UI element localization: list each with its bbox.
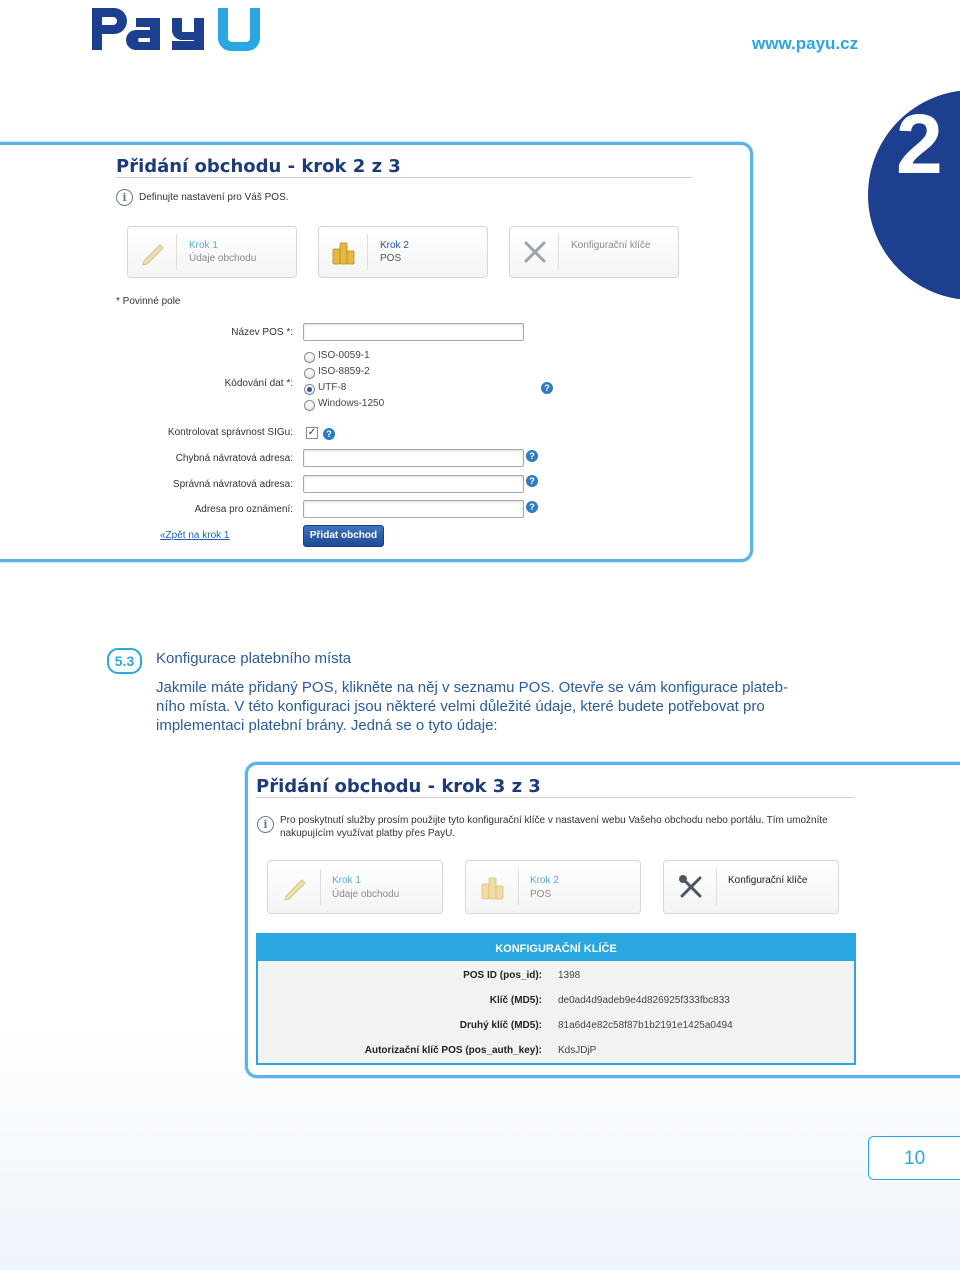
coins-icon [329,237,359,267]
step-2-tab[interactable] [318,226,488,278]
step-2-tab[interactable] [465,860,641,914]
key-value[interactable]: de0ad4d9adeb9e4d826925f333fbc833 [558,995,730,1006]
encoding-radio-windows-1250[interactable] [304,400,315,411]
help-icon[interactable]: ? [526,501,538,513]
info-icon: i [257,816,274,833]
step-1-sublabel: Údaje obchodu [332,889,400,900]
page-number: 10 [904,1148,926,1169]
encoding-radio-iso-8859-2[interactable] [304,368,315,379]
encoding-option-label: ISO-8859-2 [318,366,370,377]
config-keys-table [256,933,856,1065]
section-heading: Konfigurace platebního místa [156,650,352,667]
info-line: nakupujícím využívat platby přes PayU. [280,828,456,839]
chapter-number: 2 [896,97,943,191]
help-icon[interactable]: ? [526,475,538,487]
step2-title: Přidání obchodu - krok 2 z 3 [116,156,401,177]
success-url-input[interactable] [303,475,524,493]
title-divider [256,797,854,798]
step3-title: Přidání obchodu - krok 3 z 3 [256,776,541,797]
screenshot-step2-frame [0,142,753,562]
key-label: Autorizační klíč POS (pos_auth_key): [364,1045,542,1056]
help-icon[interactable]: ? [323,428,335,440]
tools-icon [676,872,706,902]
step-3-label: Konfigurační klíče [728,875,808,886]
notify-url-label: Adresa pro oznámení: [194,504,293,515]
website-url[interactable]: www.payu.cz [752,34,859,53]
error-url-label: Chybná návratová adresa: [175,453,293,464]
step-1-sublabel: Údaje obchodu [189,253,257,264]
key-label: Druhý klíč (MD5): [459,1020,542,1031]
sig-check-checkbox[interactable]: ✓ [307,427,317,438]
step-1-label: Krok 1 [332,875,361,886]
coins-icon [478,872,508,902]
step-2-sublabel: POS [530,889,552,900]
key-value[interactable]: KdsJDjP [558,1045,597,1056]
step-1-tab[interactable] [127,226,297,278]
title-divider [116,177,692,178]
encoding-option-label: Windows-1250 [318,398,385,409]
encoding-option-label: ISO-0059-1 [318,350,370,361]
back-to-step1-link[interactable]: «Zpět na krok 1 [160,530,230,541]
pencil-icon [280,872,310,902]
paragraph-line: ního místa. V této konfiguraci jsou některé velmi důležité údaje, které budete potřebovat pro [156,698,765,715]
key-label: Klíč (MD5): [489,995,542,1006]
step-1-tab[interactable] [267,860,443,914]
encoding-radio-iso-0059-1[interactable] [304,352,315,363]
encoding-radio-utf-8[interactable] [304,384,315,395]
step-2-label: Krok 2 [380,240,409,251]
step-2-sublabel: POS [380,253,402,264]
step-1-label: Krok 1 [189,240,218,251]
step-2-label: Krok 2 [530,875,559,886]
notify-url-input[interactable] [303,500,524,518]
step-3-label: Konfigurační klíče [571,240,651,251]
section-paragraph [156,678,806,735]
add-shop-button[interactable]: Přidat obchod [303,525,384,547]
help-icon[interactable]: ? [541,382,553,394]
pencil-icon [138,237,168,267]
help-icon[interactable]: ? [526,450,538,462]
section-number: 5.3 [107,648,142,674]
key-value[interactable]: 1398 [558,970,581,981]
paragraph-line: Jakmile máte přidaný POS, klikněte na něj v seznamu POS. Otevře se vám konfigurace plateb- [156,679,788,696]
step-3-tab[interactable] [509,226,679,278]
error-url-input[interactable] [303,449,524,467]
required-note: * Povinné pole [116,296,181,307]
tools-icon [520,237,550,267]
info-line: Pro poskytnutí služby prosím použijte tyto konfigurační klíče v nastavení webu Vašeho obchodu nebo portálu. Tím umožníte [280,815,828,826]
key-value[interactable]: 81a6d4e82c58f87b1b2191e1425a0494 [558,1020,733,1031]
sig-check-label: Kontrolovat správnost SIGu: [167,427,293,438]
payu-logo [90,4,275,54]
config-keys-header: KONFIGURAČNÍ KLÍČE [258,935,854,961]
key-label: POS ID (pos_id): [463,970,542,981]
paragraph-line: implementaci platební brány. Jedná se o tyto údaje: [156,717,498,734]
step-3-tab[interactable] [663,860,839,914]
success-url-label: Správná návratová adresa: [172,479,293,490]
pos-name-input[interactable] [303,323,524,341]
info-icon: i [116,189,133,206]
step2-info-text: Definujte nastavení pro Váš POS. [139,192,289,203]
encoding-option-label: UTF-8 [318,382,347,393]
pos-name-label: Název POS *: [231,327,293,338]
step3-info-text [280,814,828,840]
encoding-label: Kódování dat *: [224,378,293,389]
